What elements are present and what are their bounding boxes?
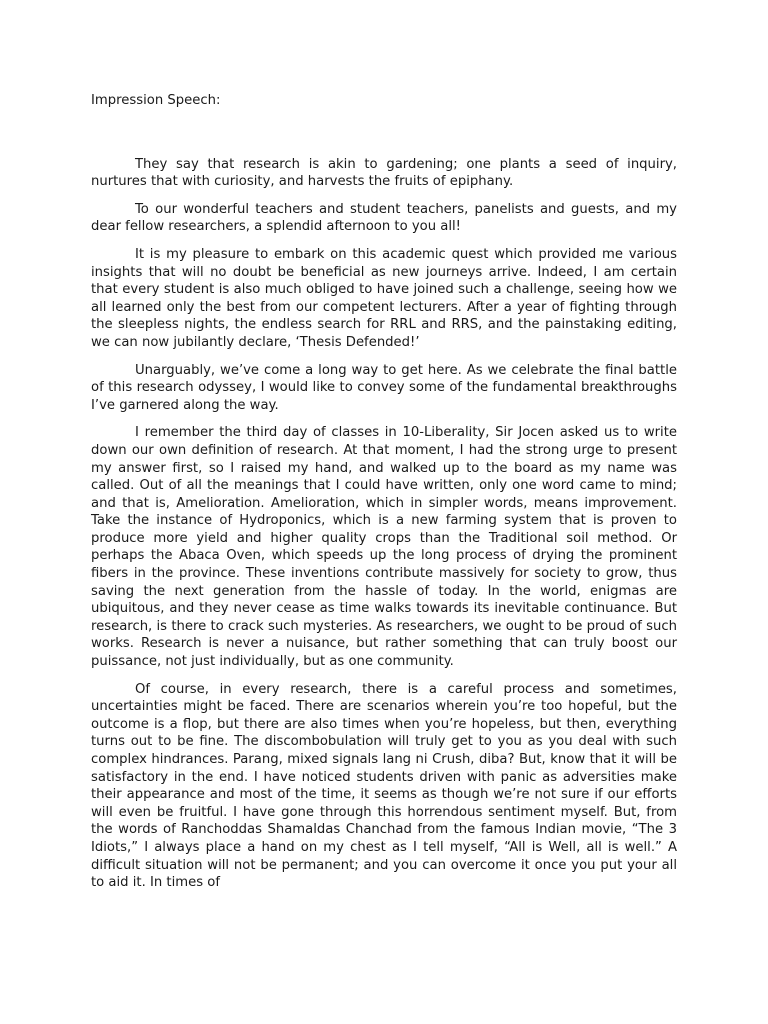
paragraph-5: I remember the third day of classes in 10-Liberality, Sir Jocen asked us to write down our own definition of research. At that moment, I had the strong urge to present my answer first, so I raised my hand, and walked up to the board as my name was called. Out of all the meanings that I could have written, only one word came to mind; and that is, Amelioration. Amelioration, which in simpler words, means improvement. Take the instance of Hydroponics, which is a new farming system that is proven to produce more yield and higher quality crops than the Traditional soil method. Or perhaps the Abaca Oven, which speeds up the long process of drying the prominent fibers in the province. These inventions contribute massively for society to grow, thus saving the next generation from the hassle of today. In the world, enigmas are ubiquitous, and they never cease as time walks towards its inevitable continuance. But research, is there to crack such mysteries. As researchers, we ought to be proud of such works. Research is never a nuisance, but rather something that can truly boost our puissance, not just individually, but as one community. bbox=[91, 425, 677, 670]
document-body bbox=[91, 92, 677, 902]
paragraph-1: They say that research is akin to gardening; one plants a seed of inquiry, nurtures that with curiosity, and harvests the fruits of epiphany. bbox=[91, 156, 677, 190]
paragraph-6: Of course, in every research, there is a careful process and sometimes, uncertainties might be faced. There are scenarios wherein you’re too hopeful, but the outcome is a flop, but there are also times when you’re hopeless, but then, everything turns out to be fine. The discombobulation will truly get to you as you deal with such complex hindrances. Parang, mixed signals lang ni Crush, diba? But, know that it will be satisfactory in the end. I have noticed students driven with panic as adversities make their appearance and most of the time, it seems as though we’re not sure if our efforts will even be fruitful. I have gone through this horrendous sentiment myself. But, from the words of Ranchoddas Shamaldas Chanchad from the famous Indian movie, “The 3 Idiots,” I always place a hand on my chest as I tell myself, “All is Well, all is well.” A difficult situation will not be permanent; and you can overcome it once you put your all to aid it. In times of bbox=[91, 681, 677, 891]
paragraph-3: It is my pleasure to embark on this academic quest which provided me various insights that will no doubt be beneficial as new journeys arrive. Indeed, I am certain that every student is also much obliged to have joined such a challenge, seeing how we all learned only the best from our competent lecturers. After a year of fighting through the sleepless nights, the endless search for RRL and RRS, and the painstaking editing, we can now jubilantly declare, ‘Thesis Defended!’ bbox=[91, 246, 677, 350]
paragraph-2: To our wonderful teachers and student teachers, panelists and guests, and my dear fellow researchers, a splendid afternoon to you all! bbox=[91, 201, 677, 235]
paragraph-4: Unarguably, we’ve come a long way to get here. As we celebrate the final battle of this research odyssey, I would like to convey some of the fundamental breakthroughs I’ve garnered along the way. bbox=[91, 362, 677, 413]
document-title: Impression Speech: bbox=[91, 93, 221, 108]
